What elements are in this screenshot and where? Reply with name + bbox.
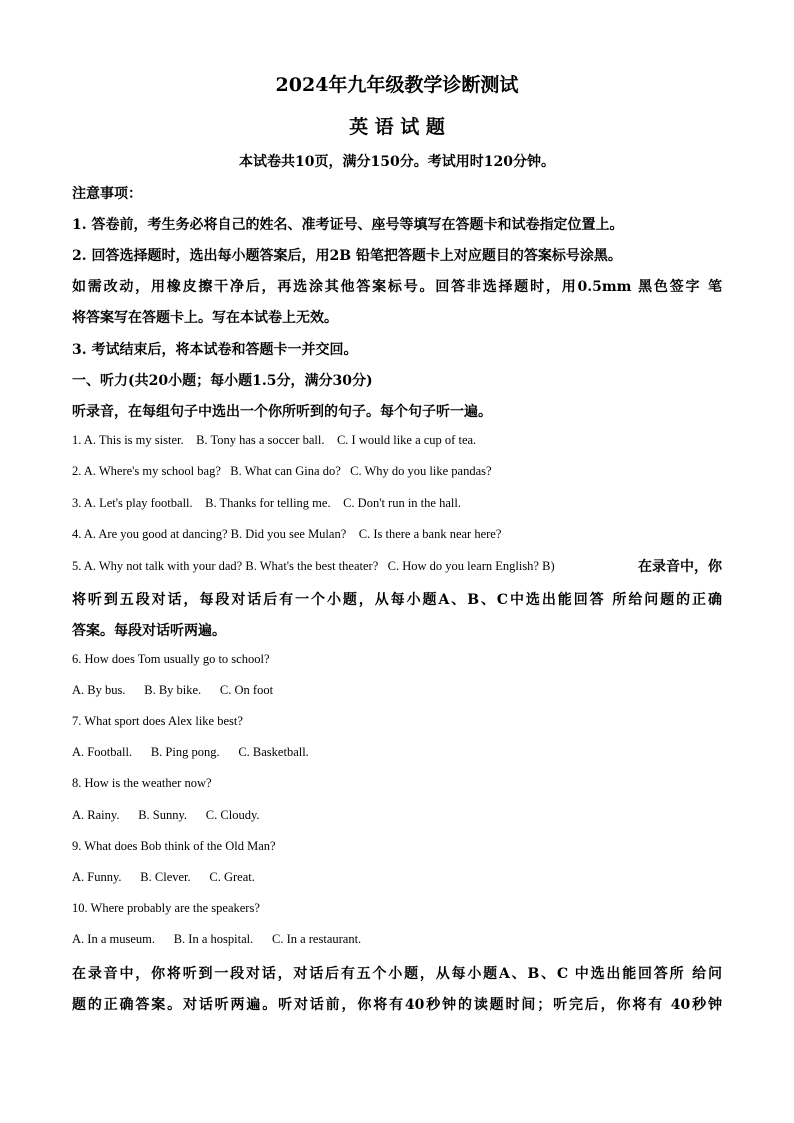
note-item-1: 1. 答卷前，考生务必将自己的姓名、准考证号、座号等填写在答题卡和试卷指定位置上。 bbox=[72, 217, 624, 233]
question-4: 4. A. Are you good at dancing? B. Did you see Mulan? C. Is there a bank near here? bbox=[72, 527, 502, 541]
question-7-options: A. Football. B. Ping pong. C. Basketball. bbox=[72, 745, 309, 759]
note-item-3: 3. 考试结束后，将本试卷和答题卡一并交回。 bbox=[72, 342, 358, 358]
question-5: 5. A. Why not talk with your dad? B. What's the best theater? C. How do you learn English? B) bbox=[72, 559, 555, 573]
exam-summary: 本试卷共10页，满分150分。考试用时120分钟。 bbox=[239, 154, 555, 170]
notes-heading: 注意事项： bbox=[72, 186, 142, 202]
note-item-2-cont: 如需改动，用橡皮擦干净后，再选涂其他答案标号。回答非选择题时，用0.5mm 黑色签字 笔 bbox=[72, 279, 722, 295]
question-2: 2. A. Where's my school bag? B. What can Gina do? C. Why do you like pandas? bbox=[72, 464, 492, 478]
question-10: 10. Where probably are the speakers? bbox=[72, 901, 260, 915]
part-c-instruction-cont: 题的正确答案。对话听两遍。听对话前，你将有40秒钟的读题时间；听完后，你将有 40秒钟 bbox=[72, 997, 722, 1013]
note-item-2-end: 将答案写在答题卡上。写在本试卷上无效。 bbox=[72, 310, 338, 326]
question-6: 6. How does Tom usually go to school? bbox=[72, 652, 270, 666]
question-10-options: A. In a museum. B. In a hospital. C. In a restaurant. bbox=[72, 932, 362, 946]
part-b-instruction: 将听到五段对话，每段对话后有一个小题，从每小题A、B、C中选出能回答 所给问题的正确 bbox=[72, 592, 722, 608]
part-a-instruction: 听录音，在每组句子中选出一个你所听到的句子。每个句子听一遍。 bbox=[72, 404, 492, 420]
question-7: 7. What sport does Alex like best? bbox=[72, 714, 243, 728]
part-b-instruction-start: 在录音中，你 bbox=[638, 559, 722, 575]
question-9: 9. What does Bob think of the Old Man? bbox=[72, 839, 276, 853]
question-8-options: A. Rainy. B. Sunny. C. Cloudy. bbox=[72, 808, 260, 822]
question-9-options: A. Funny. B. Clever. C. Great. bbox=[72, 870, 255, 884]
question-6-options: A. By bus. B. By bike. C. On foot bbox=[72, 683, 274, 697]
exam-title: 2024年九年级教学诊断测试 bbox=[275, 74, 519, 96]
subject-title: 英 语 试 题 bbox=[349, 116, 445, 138]
note-item-2: 2. 回答选择题时，选出每小题答案后，用2B 铅笔把答题卡上对应题目的答案标号涂黑。 bbox=[72, 248, 622, 264]
question-5-line bbox=[72, 557, 722, 575]
question-8: 8. How is the weather now? bbox=[72, 776, 212, 790]
section-heading: 一、听力(共20小题；每小题1.5分，满分30分) bbox=[72, 373, 373, 389]
part-b-instruction-end: 答案。每段对话听两遍。 bbox=[72, 623, 226, 639]
question-3: 3. A. Let's play football. B. Thanks for telling me. C. Don't run in the hall. bbox=[72, 496, 461, 510]
question-1: 1. A. This is my sister. B. Tony has a soccer ball. C. I would like a cup of tea. bbox=[72, 433, 477, 447]
part-c-instruction: 在录音中，你将听到一段对话，对话后有五个小题，从每小题A、B、C 中选出能回答所 给问 bbox=[72, 966, 722, 982]
